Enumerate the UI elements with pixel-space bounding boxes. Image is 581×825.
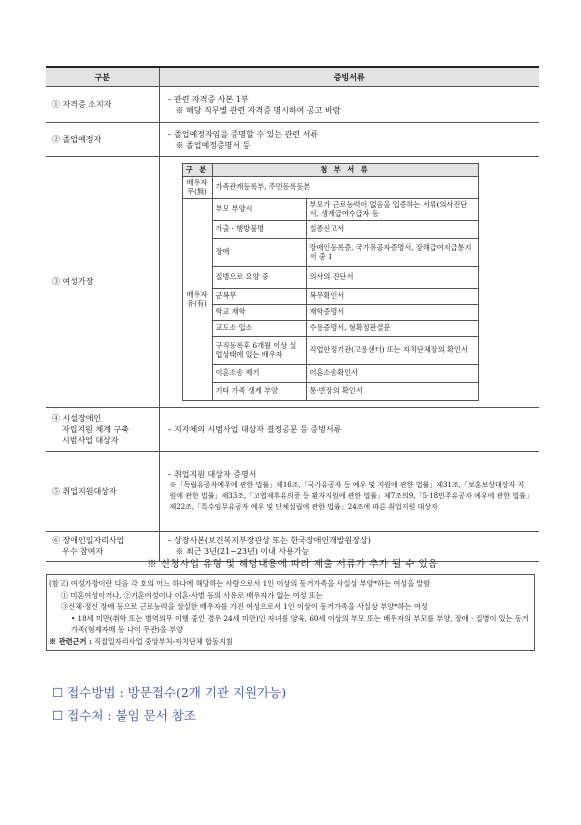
reference-line: • 18세 미만(취학 또는 병역의무 이행 중인 경우 24세 미만)인 자녀를 양육, 60세 이상의 부모 또는 배우자의 부모를 부양, 장애 · 질병이 있는 동거가족(형제자매 등 나이 무관)을 부양 [71, 613, 529, 634]
inner-row [182, 304, 478, 320]
additional-documents-note: ※ 신청사업 유형 및 해당내용에 따라 제출 서류가 추가 될 수 있음 [147, 559, 438, 570]
content-line: – 취업지원 대상자 증명서 [167, 470, 257, 479]
inner-header-category: 구 분 [182, 164, 212, 177]
content-note: ※ 최근 3년(21~23년) 이내 사용가능 [175, 547, 310, 556]
row-label: ⑤ 취업지원대상자 [46, 451, 159, 531]
row-label: ③ 여성가장 [46, 157, 159, 408]
reference-line: ① 미혼여성이거나, ②기혼여성이나 이혼·사별 등의 사유로 배우자가 없는 여성 또는 [61, 590, 323, 600]
table-header [46, 67, 539, 87]
inner-row [182, 364, 478, 382]
condition-cell: 기타 가족 생계 부양 [212, 382, 306, 400]
condition-cell: 질병으로 요양 중 [212, 266, 306, 288]
document-cell: 복무확인서 [306, 288, 478, 304]
inner-row [182, 336, 478, 364]
inner-header [182, 164, 478, 177]
row-label: ① 자격증 소지자 [46, 87, 159, 123]
inner-row [182, 320, 478, 336]
document-cell: 부모가 근로능력이 없음을 입증하는 서류(의사진단서, 생계급여수급자 등 [306, 198, 478, 220]
reference-box [46, 574, 535, 651]
female-head-documents-table [182, 163, 479, 401]
header-documents: 증빙서류 [159, 67, 539, 87]
condition-cell: 이혼소송 제기 [212, 364, 306, 382]
document-cell: 이혼소송확인서 [306, 364, 478, 382]
inner-row [182, 266, 478, 288]
inner-row [182, 382, 478, 400]
row-content [159, 157, 539, 408]
label-line: 자립지원 체계 구축 [62, 424, 129, 434]
submission-method: ☐ 접수방법 : 방문접수(2개 기관 지원가능) [52, 685, 287, 700]
condition-cell: 구직등록후 6개월 이상 실업상태에 있는 배우자 [212, 336, 306, 364]
label-line: ⑥ 장애인일자리사업 [52, 536, 125, 545]
row-label [46, 407, 159, 451]
row-content: – 지자체의 시범사업 대상자 결정공문 등 증빙서류 [159, 407, 539, 451]
row-content [159, 451, 539, 531]
inner-row [182, 288, 478, 304]
table-row [46, 87, 539, 123]
requirements-table [46, 66, 539, 562]
content-line: – 졸업예정자임을 증명할 수 있는 관련 서류 [167, 129, 319, 139]
no-spouse-label: 배우자 무(無) [182, 176, 212, 198]
spouse-label: 배우자 유(有) [182, 198, 212, 400]
label-line: 우수 참여자 [62, 547, 104, 556]
submission-location: ☐ 접수처 : 붙임 문서 참조 [52, 708, 196, 723]
condition-cell: 가출 · 행방불명 [212, 220, 306, 238]
document-cell: 직업안정기관(고용센터) 또는 자치단체장의 확인서 [306, 336, 478, 364]
inner-row [182, 198, 478, 220]
condition-cell: 장애 [212, 238, 306, 266]
inner-row [182, 238, 478, 266]
row-content [159, 123, 539, 157]
condition-cell: 학교 재학 [212, 304, 306, 320]
inner-header-documents: 첨 부 서 류 [212, 164, 478, 177]
document-cell: 재학증명서 [306, 304, 478, 320]
inner-row [182, 176, 478, 198]
table-row [46, 123, 539, 157]
no-spouse-doc: 가족관계등록부, 주민등록등본 [212, 176, 478, 198]
document-cell: 실종신고서 [306, 220, 478, 238]
content-line: – 관련 자격증 사본 1부 [167, 94, 249, 104]
row-content [159, 87, 539, 123]
content-note: ※ 해당 직무별 관련 자격증 명시하여 공고 바람 [175, 105, 341, 115]
content-note: ※ 졸업예정증명서 등 [175, 140, 251, 150]
reference-basis [49, 636, 532, 648]
label-line: 시범사업 대상자 [62, 435, 119, 445]
inner-row [182, 220, 478, 238]
basis-text: 직접일자리사업 중앙부처-자치단체 합동지침 [91, 636, 233, 646]
row-label: ② 졸업예정자 [46, 123, 159, 157]
label-line: ④ 시설장애인 [52, 413, 102, 423]
content-line: – 상장사본(보건복지부장관상 또는 한국장애인개발원장상) [167, 536, 371, 545]
condition-cell: 군복무 [212, 288, 306, 304]
table-row [46, 451, 539, 531]
document-cell: 통·반장의 확인서 [306, 382, 478, 400]
header-category: 구분 [46, 67, 159, 87]
content-note: ※「독립유공자예우에 관한 법률」제16조,「국가유공자 등 예우 및 지원에 관한 법률」제31조,「보훈보상대상자 지원에 관한 법률」제33조,「고엽제후유의증 등 환자지원에 관한 법률」제7조의9,「5·18민주유공자 예우에 관한 법률」제22조,「특수임무유공자 예우 및 단체설립에 관한 법률」24조에 따른 취업지원 대상자 [169, 481, 530, 511]
document-cell: 의사의 진단서 [306, 266, 478, 288]
document-cell: 수용증명서, 형확정판결문 [306, 320, 478, 336]
condition-cell: 교도소 입소 [212, 320, 306, 336]
condition-cell: 부모 부양시 [212, 198, 306, 220]
table-row [46, 407, 539, 451]
table-row [46, 157, 539, 408]
reference-line: (참고) 여성가장이란 다음 각 호의 어느 하나에 해당하는 사람으로서 1인 이상의 동거가족을 사실상 부양*하는 여성을 말함 [49, 579, 431, 588]
document-cell: 장애인등록증, 국가유공자증명서, 장해급여지급통지서 중 1 [306, 238, 478, 266]
basis-label: ※ 관련근거 : [49, 636, 92, 646]
reference-line: ③신체·정신 장애 등으로 근로능력을 상실한 배우자를 가진 여성으로서 1인 이상이 동거가족을 사실상 부양*하는 여성 [61, 602, 428, 611]
